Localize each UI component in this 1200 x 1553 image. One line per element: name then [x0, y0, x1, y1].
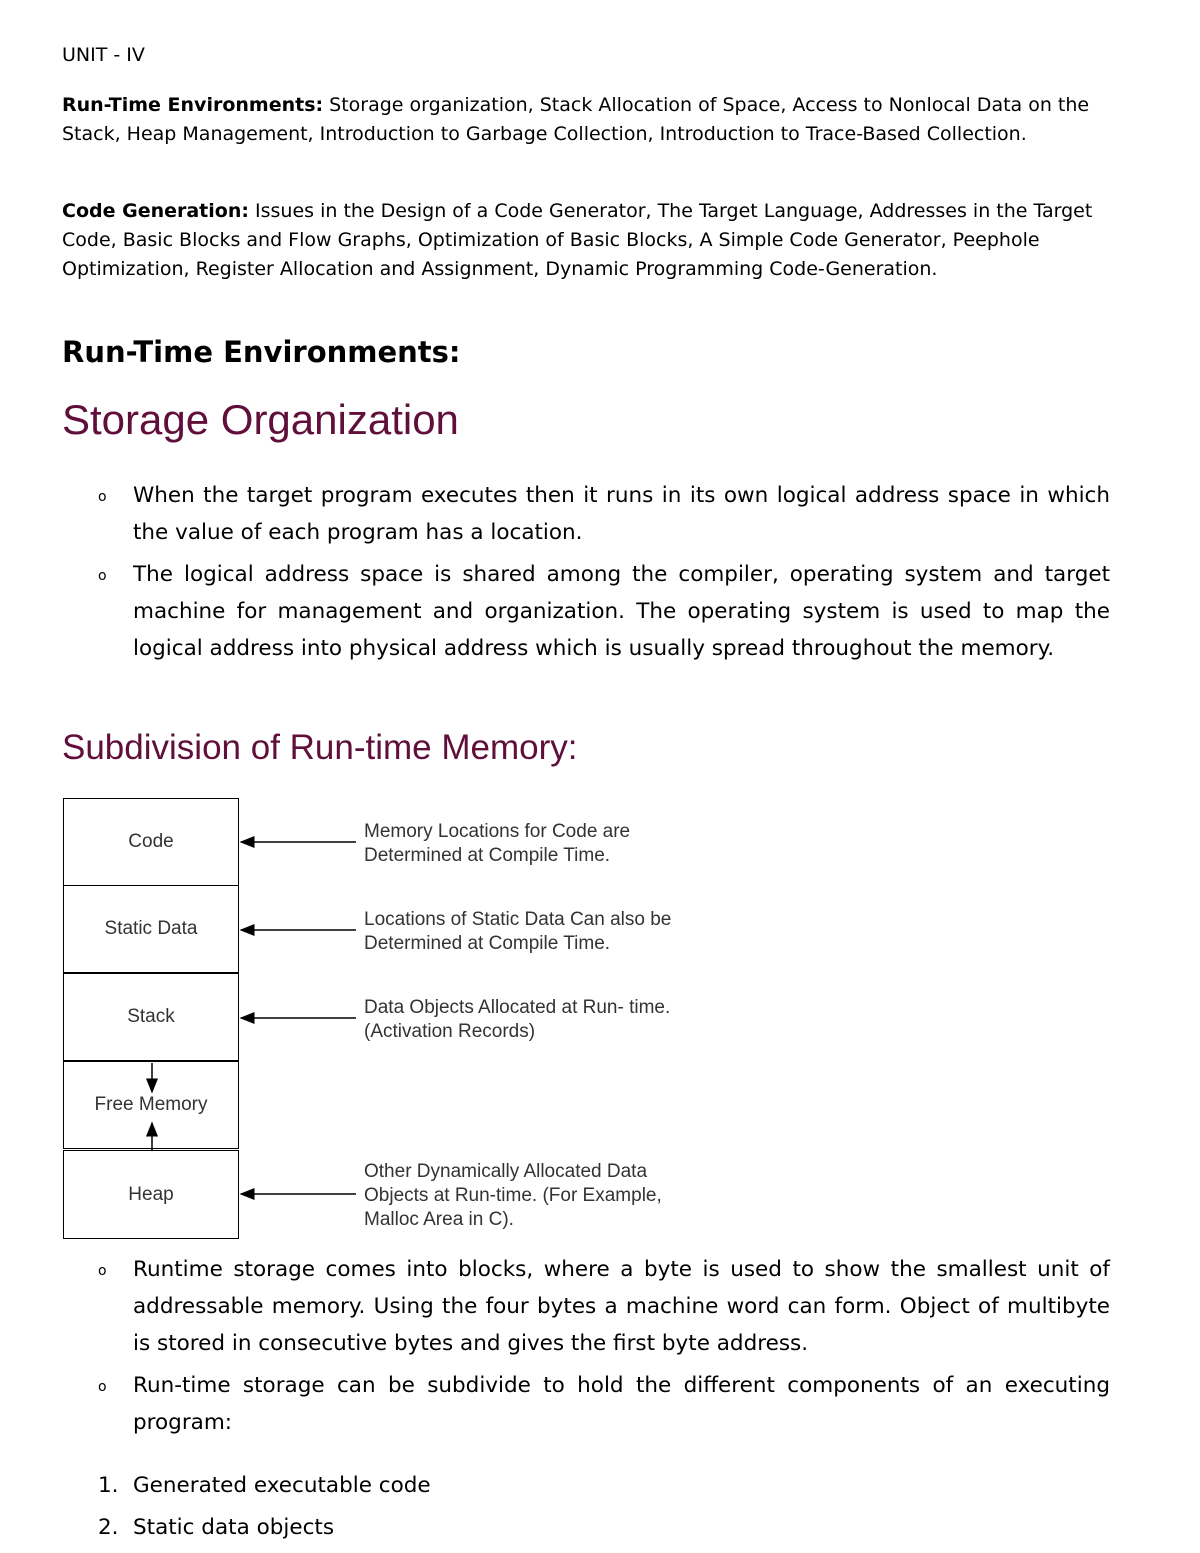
block-free-memory: Free Memory	[63, 1061, 239, 1149]
annotation-stack: Data Objects Allocated at Run- time. (Activation Records)	[364, 997, 671, 1042]
unit-label: UNIT - IV	[62, 44, 145, 66]
bullet-text: When the target program executes then it runs in its own logical address space in which the value of each program has a location.	[133, 483, 1110, 545]
list-number: 1.	[98, 1473, 119, 1498]
annotation-code: Memory Locations for Code are Determined at Compile Time.	[364, 821, 631, 866]
bullet-icon: o	[98, 1263, 107, 1279]
subsection-title: Subdivision of Run-time Memory:	[62, 728, 578, 767]
bullet-icon: o	[98, 568, 107, 584]
bullet-text: Run-time storage can be subdivide to hold the different components of an executing program:	[133, 1373, 1110, 1435]
syllabus-text: Issues in the Design of a Code Generator, The Target Language, Addresses in the Target Code, Basic Blocks and Flow Graphs, Optimization of Basic Blocks, A Simple Code Generator, Peephole Optimization, Register Allocation and Assignment, Dynamic Programming Code-Generation.	[62, 200, 1093, 280]
syllabus-label: Run-Time Environments:	[62, 94, 324, 116]
bullet-text: The logical address space is shared among the compiler, operating system and target machine for management and organization. The operating system is used to map the logical address into physical address which is usually spread throughout the memory.	[133, 562, 1110, 661]
block-code: Code	[63, 798, 239, 886]
syllabus-text: Storage organization, Stack Allocation of Space, Access to Nonlocal Data on the Stack, Heap Management, Introduction to Garbage Collection, Introduction to Trace-Based Collection.	[62, 94, 1090, 145]
section-title: Storage Organization	[62, 396, 459, 443]
syllabus-label: Code Generation:	[62, 200, 249, 222]
list-number: 2.	[98, 1515, 119, 1540]
annotation-static: Locations of Static Data Can also be Determined at Compile Time.	[364, 909, 672, 954]
heading-runtime: Run-Time Environments:	[62, 335, 461, 369]
bullet-icon: o	[98, 489, 107, 505]
list-item: Static data objects	[133, 1515, 335, 1540]
block-stack: Stack	[63, 973, 239, 1061]
bullet-icon: o	[98, 1379, 107, 1395]
block-static-data: Static Data	[63, 885, 239, 973]
list-item: Generated executable code	[133, 1473, 431, 1498]
bullet-text: Runtime storage comes into blocks, where a byte is used to show the smallest unit of addressable memory. Using the four bytes a machine word can form. Object of multibyte is stored in consecutive bytes and gives the first byte address.	[133, 1257, 1110, 1356]
annotation-heap: Other Dynamically Allocated Data Objects at Run-time. (For Example, Malloc Area in C).	[364, 1161, 662, 1230]
block-heap: Heap	[63, 1150, 239, 1239]
